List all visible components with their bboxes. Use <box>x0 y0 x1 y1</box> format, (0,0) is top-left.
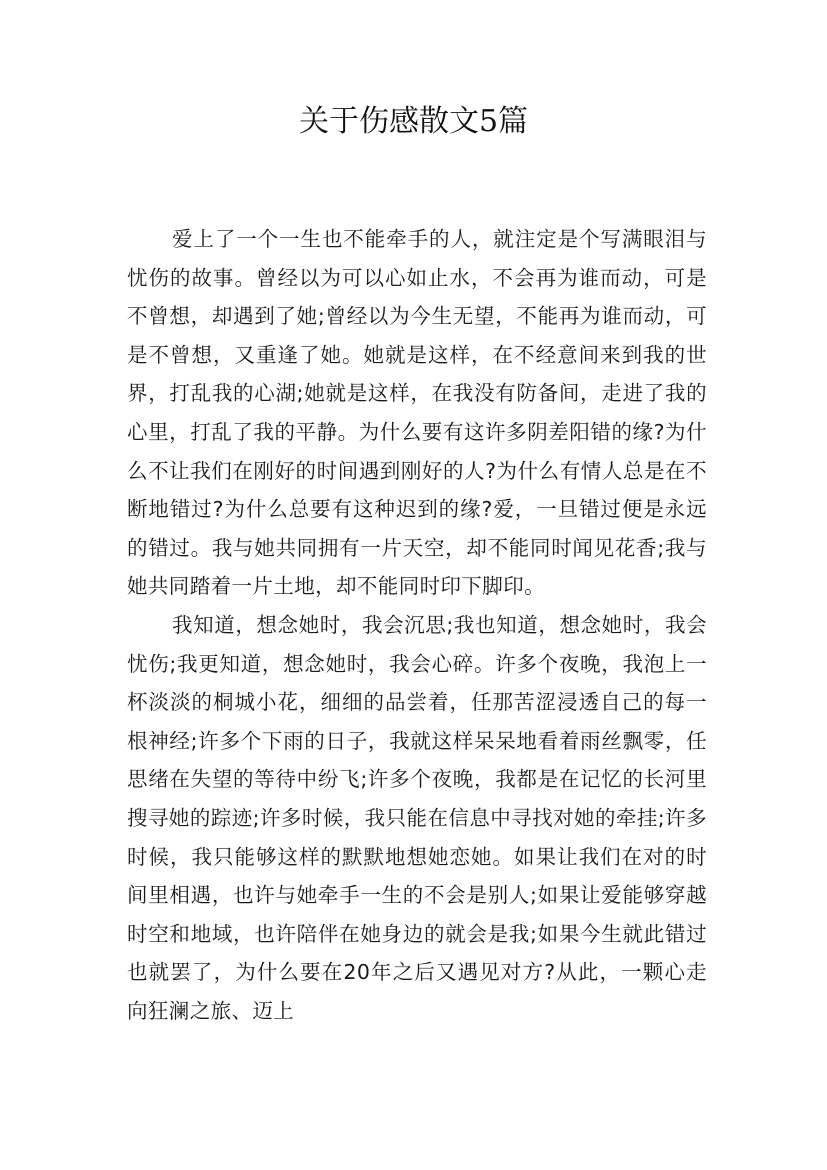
paragraph-2: 我知道，想念她时，我会沉思;我也知道，想念她时，我会忧伤;我更知道，想念她时，我会心碎。许多个夜晚，我泡上一杯淡淡的桐城小花，细细的品尝着，任那苦涩浸透自己的每一根神经;许多个下雨的日子，我就这样呆呆地看着雨丝飘零，任思绪在失望的等待中纷飞;许多个夜晚，我都是在记忆的长河里搜寻她的踪迹;许多时候，我只能在信息中寻找对她的牵挂;许多时候，我只能够这样的默默地想她恋她。如果让我们在对的时间里相遇，也许与她牵手一生的不会是别人;如果让爱能够穿越时空和地域，也许陪伴在她身边的就会是我;如果今生就此错过也就罢了，为什么要在20年之后又遇见对方?从此，一颗心走向狂澜之旅、迈上 <box>127 612 707 1023</box>
document-body <box>127 220 707 1030</box>
paragraph-1: 爱上了一个一生也不能牵手的人，就注定是个写满眼泪与忧伤的故事。曾经以为可以心如止水，不会再为谁而动，可是不曾想，却遇到了她;曾经以为今生无望，不能再为谁而动，可是不曾想，又重逢了她。她就是这样，在不经意间来到我的世界，打乱我的心湖;她就是这样，在我没有防备间，走进了我的心里，打乱了我的平静。为什么要有这许多阴差阳错的缘?为什么不让我们在刚好的时间遇到刚好的人?为什么有情人总是在不断地错过?为什么总要有这种迟到的缘?爱，一旦错过便是永远的错过。我与她共同拥有一片天空，却不能同时闻见花香;我与她共同踏着一片土地，却不能同时印下脚印。 <box>127 227 707 599</box>
document-title: 关于伤感散文5篇 <box>298 104 529 139</box>
